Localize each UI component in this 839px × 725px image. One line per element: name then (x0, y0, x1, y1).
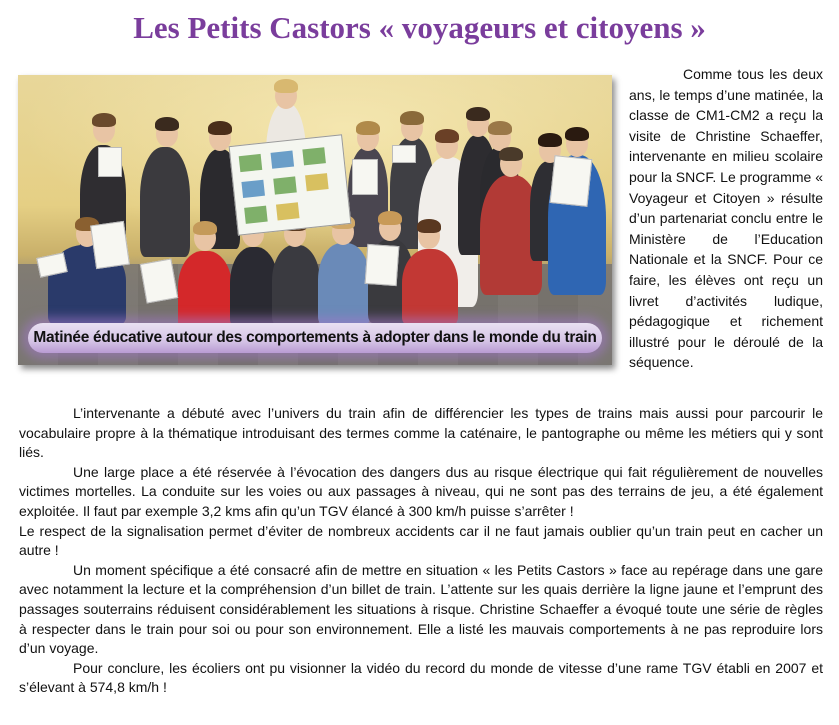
booklet-sheet (140, 259, 178, 304)
paragraph: L’intervenante a débuté avec l’univers du train afin de différencier les types de trains mais aussi pour parcourir le vocabulaire propre à la thématique introduisant des termes comme la caténaire, le pantographe ou même les métiers qui y sont liés. (19, 405, 823, 461)
photo-caption: Matinée éducative autour des comportements à adopter dans le monde du train (28, 323, 602, 353)
booklet-sheet (98, 147, 122, 177)
article-title: Les Petits Castors « voyageurs et citoyens » (133, 10, 706, 45)
article-body (19, 404, 823, 698)
booklet-sheet (550, 155, 593, 207)
class-photo (18, 75, 612, 365)
paragraph: Pour conclure, les écoliers ont pu visionner la vidéo du record du monde de vitesse d’une rame TGV établi en 2007 et s’élevant à 574,8 km/h ! (19, 659, 823, 696)
child-figure (272, 245, 320, 325)
paragraph: Le respect de la signalisation permet d’éviter de nombreux accidents car il ne faut jamais oublier qu’un train peut en cacher un autre ! (19, 522, 823, 559)
booklet-sheet (365, 244, 400, 286)
child-figure (318, 243, 370, 325)
intro-paragraph: Comme tous les deux ans, le temps d’une matinée, la classe de CM1-CM2 a reçu la visite de Christine Schaeffer, intervenante en milieu scolaire pour la SNCF. Le programme « Voyageur et Citoyen » résulte d’un partenariat conclu entre le Ministère de l’Education Nationale et la SNCF. Pour ce faire, les élèves ont reçu un livret d’activités ludique, pédagogique et richement illustré pour le déroulé de la séquence. (629, 66, 823, 371)
activity-poster (229, 134, 352, 235)
booklet-sheet (90, 221, 130, 269)
child-figure (402, 249, 458, 325)
child-figure (230, 247, 278, 327)
child-figure (178, 251, 232, 331)
photo-background (18, 75, 612, 365)
booklet-sheet (392, 145, 416, 163)
child-figure (140, 147, 190, 257)
paragraph: Un moment spécifique a été consacré afin de mettre en situation « les Petits Castors » face au repérage dans une gare avec notamment la lecture et la compréhension d’un billet de train. L’attente sur les quais derrière la ligne jaune et l’emprunt des passages souterrains réduisent considérablement les situations à risque. Christine Schaeffer a évoqué toute une série de règles à respecter dans le train pour soi ou pour son environnement. Elle a listé les mauvais comportements à ne pas reproduire lors d’un voyage. (19, 561, 823, 657)
booklet-sheet (352, 159, 378, 195)
paragraph: Une large place a été réservée à l’évocation des dangers dus au risque électrique qui fait régulièrement de nouvelles victimes mortelles. La conduite sur les voies ou aux passages à niveau, qui ne sont pas des terrains de jeu, a été également exploitée. Il faut par exemple 3,2 kms afin qu’un TGV élancé à 300 km/h puisse s’arrêter ! (19, 463, 823, 519)
